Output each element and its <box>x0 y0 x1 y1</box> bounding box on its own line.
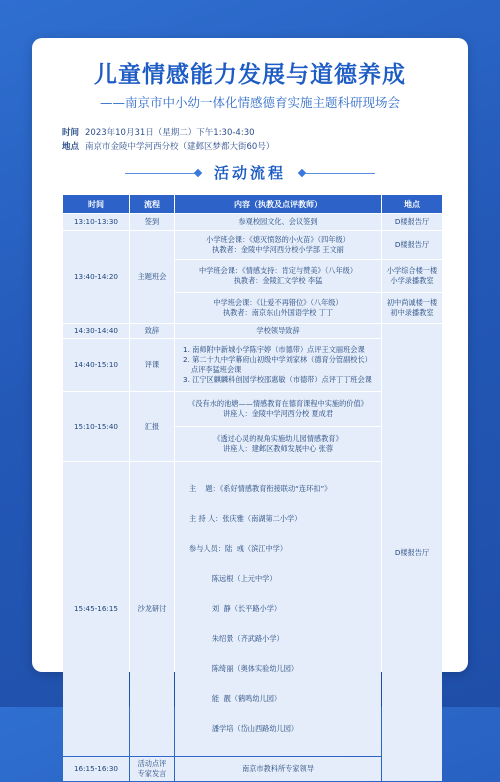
cell-place: D楼报告厅 <box>382 231 442 259</box>
schedule-table <box>62 194 443 782</box>
content-line: 陈远根（上元中学） <box>189 574 277 583</box>
table-row <box>63 214 442 230</box>
cell-content <box>175 427 381 461</box>
cell-time: 14:30-14:40 <box>63 324 129 338</box>
content-line: 中学班会课：《让爱不再错位》（八年级） <box>213 298 343 307</box>
content-line: 3. 江宁区麒麟科创园学校邵惠敏（市德带）点评丁丁班会课 <box>183 375 372 384</box>
cell-time: 14:40-15:10 <box>63 339 129 391</box>
cell-content: 参观校园文化、会议签到 <box>175 214 381 230</box>
content-line: 执教者：金陵中学河西分校小学部 王文丽 <box>212 245 344 254</box>
content-line: 讲座人：建邺区教师发展中心 张蓉 <box>222 444 334 453</box>
cell-content <box>175 293 381 323</box>
cell-time: 13:10-13:30 <box>63 214 129 230</box>
time-value: 2023年10月31日（星期二）下午1:30-4:30 <box>85 128 255 138</box>
content-line: 执教者：金陵汇文学校 李猛 <box>233 276 323 285</box>
content-line: 讲座人：金陵中学河西分校 夏成君 <box>222 409 334 418</box>
time-label: 时间 <box>62 128 80 138</box>
cell-content <box>175 260 381 292</box>
cell-process: 签到 <box>130 214 174 230</box>
cell-process: 评课 <box>130 339 174 391</box>
content-line: 2. 第二十九中学幕府山初级中学刘家林（德育分管副校长） <box>183 355 372 364</box>
content-line: 《透过心灵的视角实施幼儿园情感教育》 <box>213 434 343 443</box>
section-header <box>125 160 375 186</box>
cell-content <box>175 392 381 426</box>
cell-time: 16:15-16:30 <box>63 757 129 781</box>
process-line: 活动点评 <box>137 759 167 768</box>
cell-time: 15:45-16:15 <box>63 462 129 756</box>
header-process: 流程 <box>130 195 174 213</box>
content-line: 中学班会课：《情感支持：肯定与赞美》（八年级） <box>198 266 358 275</box>
cell-process: 主题班会 <box>130 231 174 323</box>
content-line: 参与人员：陆 彧（滨江中学） <box>189 544 288 553</box>
cell-place: D楼报告厅 <box>382 214 442 230</box>
cell-place: 初中尚诚楼一楼初中录播教室 <box>382 293 442 323</box>
content-line: 点评李猛班会课 <box>191 365 242 374</box>
place-value: 南京市金陵中学河西分校（建邺区梦都大街60号） <box>85 142 275 152</box>
content-line: 1. 南师附中新城小学陈宇婷（市德带）点评王文丽班会课 <box>183 345 365 354</box>
process-line: 专家发言 <box>137 769 167 778</box>
content-line: 《没有水的池塘——情感教育在德育课程中实施的价值》 <box>188 399 368 408</box>
poster-card <box>32 38 468 778</box>
cell-content <box>175 339 381 391</box>
cell-process: 汇报 <box>130 392 174 461</box>
cell-content <box>175 462 381 756</box>
content-line: 能 靓（鹤鸣幼儿园） <box>189 694 282 703</box>
content-line: 朱绍景（齐武路小学） <box>189 634 284 643</box>
header-time: 时间 <box>63 195 129 213</box>
cell-place: D楼报告厅 <box>382 324 442 781</box>
cell-content <box>175 231 381 259</box>
cell-process: 致辞 <box>130 324 174 338</box>
header-place: 地点 <box>382 195 442 213</box>
content-line: 潘学培（岱山西路幼儿园） <box>189 724 299 733</box>
page-subtitle: ——南京市中小幼一体化情感德育实施主题科研现场会 <box>99 95 400 110</box>
section-title: 活动流程 <box>213 164 286 182</box>
table-row <box>63 231 442 259</box>
cell-content: 南京市教科所专家领导 <box>175 757 381 781</box>
content-line: 主 题：《系好情感教育衔接联动“连环扣”》 <box>189 484 332 493</box>
event-info <box>62 126 438 154</box>
cell-content: 学校领导致辞 <box>175 324 381 338</box>
content-line: 刘 静（长平路小学） <box>189 604 282 613</box>
cell-process: 沙龙研讨 <box>130 462 174 756</box>
divider-right <box>305 173 375 174</box>
table-header-row <box>63 195 442 213</box>
content-line: 执教者：南京东山外国语学校 丁丁 <box>222 308 334 317</box>
content-line: 陈绮丽（奥体实验幼儿园） <box>189 664 299 673</box>
content-line: 主 持 人：张庆雅（南湖第二小学） <box>189 514 302 523</box>
place-label: 地点 <box>62 142 80 152</box>
content-line: 小学班会课：《熄灭愤怒的小火苗》（四年级） <box>206 235 350 244</box>
time-row <box>62 126 438 140</box>
cell-time: 15:10-15:40 <box>63 392 129 461</box>
cell-process <box>130 757 174 781</box>
place-row <box>62 140 438 154</box>
table-row <box>63 324 442 338</box>
cell-time: 13:40-14:20 <box>63 231 129 323</box>
header-content: 内容（执教及点评教师） <box>175 195 381 213</box>
page-title: 儿童情感能力发展与道德养成 <box>94 62 406 88</box>
cell-place: 小学综合楼一楼小学录播教室 <box>382 260 442 292</box>
